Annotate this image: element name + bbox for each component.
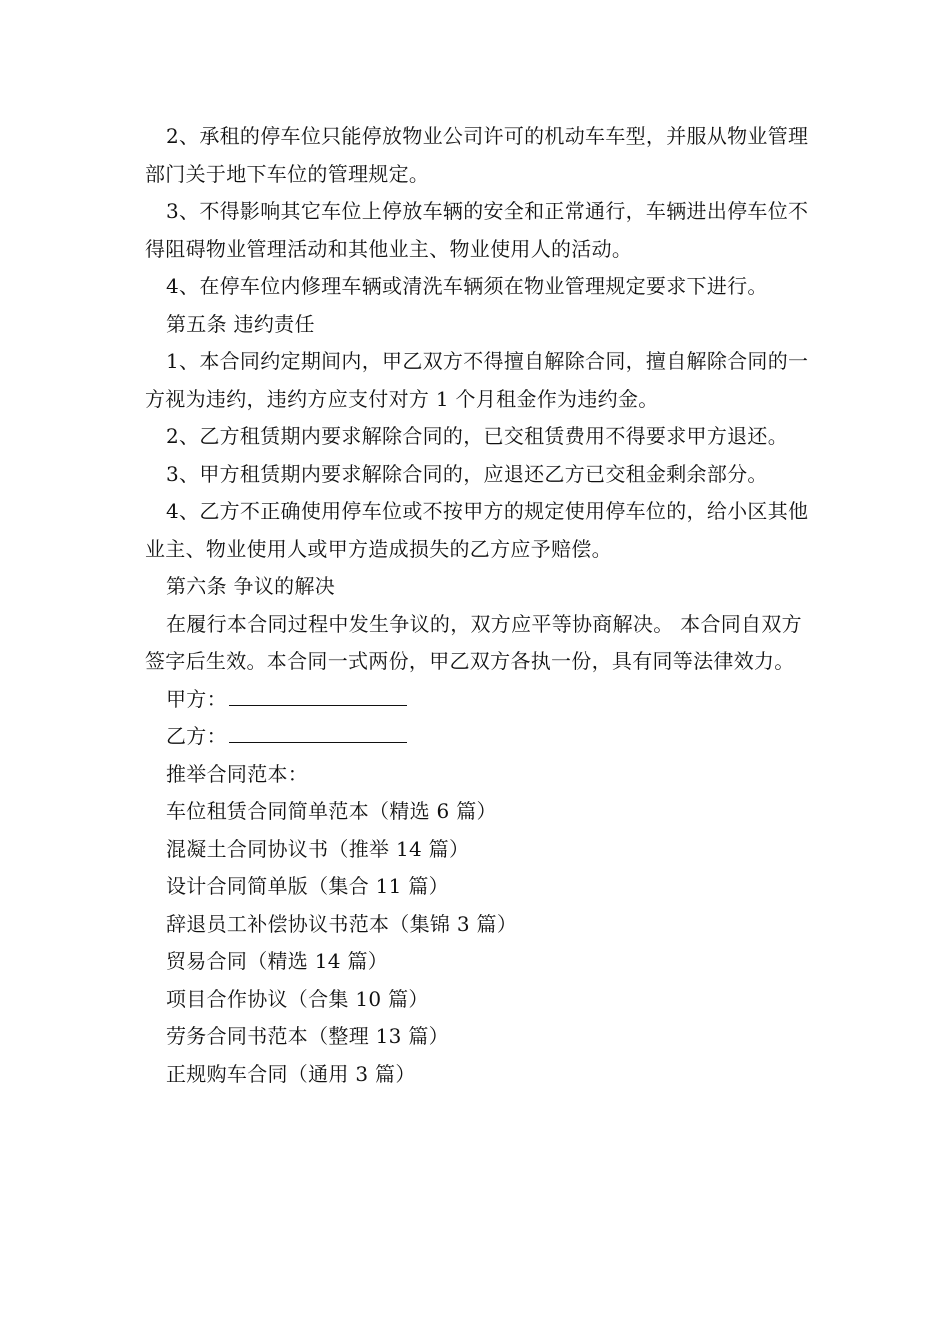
signature-party-a — [145, 681, 815, 719]
clause-paragraph: 3、甲方租赁期内要求解除合同的，应退还乙方已交租金剩余部分。 — [166, 461, 768, 486]
contract-body — [145, 118, 815, 1093]
clause-paragraph: 3、不得影响其它车位上停放车辆的安全和正常通行，车辆进出停车位不得阻碍物业管理活动和其他业主、物业使用人的活动。 — [145, 199, 809, 261]
party-a-signature-line — [229, 683, 407, 706]
recommend-item: 车位租赁合同简单范本（精选 6 篇） — [166, 799, 497, 823]
party-b-signature-line — [229, 720, 407, 743]
recommend-item: 混凝土合同协议书（推举 14 篇） — [166, 836, 470, 861]
section-heading: 第五条 违约责任 — [166, 311, 315, 336]
clause-paragraph: 1、本合同约定期间内，甲乙双方不得擅自解除合同，擅自解除合同的一方视为违约，违约方应支付对方 1 个月租金作为违约金。 — [145, 349, 809, 411]
recommend-item: 劳务合同书范本（整理 13 篇） — [166, 1024, 449, 1048]
party-b-label: 乙方： — [166, 724, 227, 748]
recommend-item: 设计合同简单版（集合 11 篇） — [166, 874, 449, 898]
recommend-heading: 推举合同范本： — [166, 761, 309, 786]
clause-paragraph: 2、承租的停车位只能停放物业公司许可的机动车车型，并服从物业管理部门关于地下车位的管理规定。 — [145, 124, 809, 186]
signature-party-b — [145, 718, 815, 756]
recommend-item: 正规购车合同（通用 3 篇） — [166, 1061, 416, 1086]
party-a-label: 甲方： — [166, 686, 227, 711]
clause-paragraph: 在履行本合同过程中发生争议的，双方应平等协商解决。 本合同自双方签字后生效。本合同一式两份，甲乙双方各执一份，具有同等法律效力。 — [145, 611, 802, 673]
recommend-item: 辞退员工补偿协议书范本（集锦 3 篇） — [166, 911, 518, 936]
clause-paragraph: 4、乙方不正确使用停车位或不按甲方的规定使用停车位的，给小区其他业主、物业使用人或甲方造成损失的乙方应予赔偿。 — [145, 499, 809, 561]
clause-paragraph: 4、在停车位内修理车辆或清洗车辆须在物业管理规定要求下进行。 — [166, 274, 768, 298]
recommend-item: 项目合作协议（合集 10 篇） — [166, 986, 429, 1011]
clause-paragraph: 2、乙方租赁期内要求解除合同的，已交租赁费用不得要求甲方退还。 — [166, 424, 789, 448]
section-heading: 第六条 争议的解决 — [166, 574, 336, 598]
recommend-item: 贸易合同（精选 14 篇） — [166, 949, 389, 973]
